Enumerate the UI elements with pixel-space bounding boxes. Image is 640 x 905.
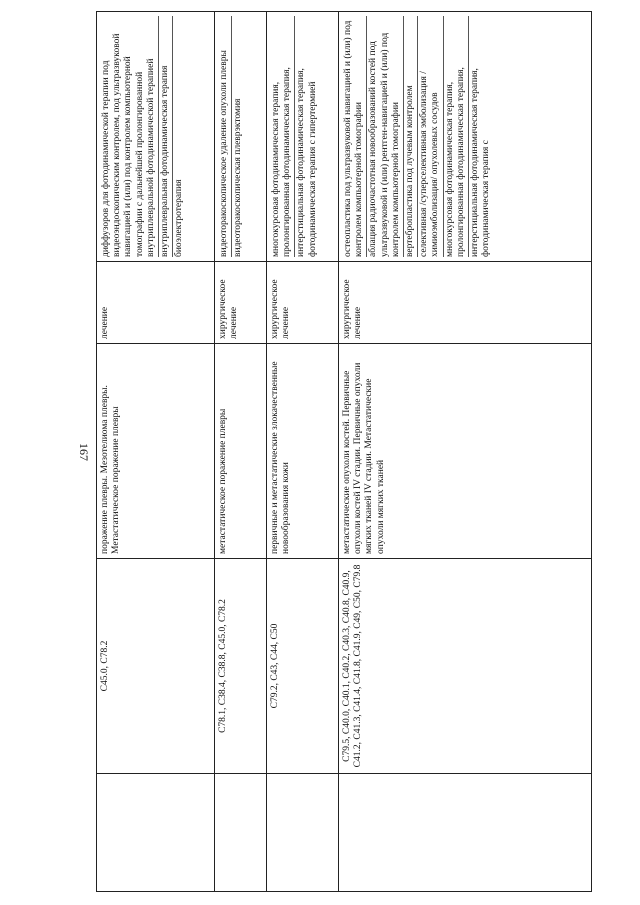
methods-cell xyxy=(97,12,215,262)
icd-code-cell: C79.2, C43, C44, C50 xyxy=(267,559,339,774)
treatment-type-cell: хирургическое лечение xyxy=(215,262,267,344)
method-item: остеопластика под ультразвуковой навигацией и (или) под контролем компьютерной томографии xyxy=(342,16,367,257)
diagnosis-cell: метастатическое поражение плевры xyxy=(215,344,267,559)
method-item: интерстициальная фотодинамическая терапия, фотодинамическая терапия с гипертермией xyxy=(296,68,318,257)
diagnosis-cell: метастатические опухоли костей. Первичные опухоли костей IV стадии. Первичные опухоли мягких тканей IV стадии. Метастатические опухоли мягких тканей xyxy=(339,344,592,559)
row-number-cell xyxy=(97,774,215,892)
row-number-cell xyxy=(339,774,592,892)
row-number-cell xyxy=(267,774,339,892)
method-item: селективная /суперселективная эмболизация /химиоэмболизация/ опухолевых сосудов xyxy=(418,16,443,257)
icd-code-cell: C79.5, C40.0, C40.1, C40.2, C40.3, C40.8, C40.9, C41.2, C41.3, C41.4, C41.8, C41.9, C49, C50, C79.8 xyxy=(339,559,592,774)
treatment-type-cell: лечение xyxy=(97,262,215,344)
method-item: биоэлектротерапия xyxy=(174,179,185,257)
treatment-type-cell: хирургическое лечение xyxy=(339,262,592,344)
method-item: вертебропластика под лучевым контролем xyxy=(404,16,418,257)
method-item: аблация радиочастотная новообразований костей под ультразвуковой и (или) рентген-навигацией и (или) под контролем компьютерной томографии xyxy=(367,16,404,257)
row-number-cell xyxy=(215,774,267,892)
treatment-type-cell: хирургическое лечение xyxy=(267,262,339,344)
treatment-table xyxy=(96,11,592,892)
diagnosis-cell: первичные и метастатические злокачественные новообразования кожи xyxy=(267,344,339,559)
methods-cell xyxy=(267,12,339,262)
page-number: 167 xyxy=(77,443,91,461)
diagnosis-cell: поражение плевры. Мезотелиома плевры. Метастатическое поражение плевры xyxy=(97,344,215,559)
methods-cell xyxy=(215,12,267,262)
icd-code-cell: C78.1, C38.4, C38.8, C45.0, C78.2 xyxy=(215,559,267,774)
method-item: диффузоров для фотодинамической терапии под видеоэндоскопическим контролем, под ультразвуковой навигацией и (или) под контролем компьютерной томографии с дальнейшей пролонгированной внутриплевральной фотодинамической терапией xyxy=(100,16,159,257)
rotated-table-wrapper xyxy=(96,12,591,892)
method-item: видеоторакоскопическое удаление опухоли плевры xyxy=(218,16,232,257)
table-row xyxy=(97,12,215,892)
method-item: многокурсовая фотодинамическая терапия, пролонгированная фотодинамическая терапия, xyxy=(270,16,295,257)
icd-code-cell: C45.0, C78.2 xyxy=(97,559,215,774)
method-item: внутриплевральная фотодинамическая терапия xyxy=(159,16,173,257)
table-row xyxy=(339,12,592,892)
method-item: многокурсовая фотодинамическая терапия, пролонгированная фотодинамическая терапия, xyxy=(444,16,469,257)
table-row xyxy=(215,12,267,892)
method-item: интерстициальная фотодинамическая терапия, фотодинамическая терапия с xyxy=(470,68,492,257)
table-row xyxy=(267,12,339,892)
methods-cell xyxy=(339,12,592,262)
method-item: видеоторакоскопическая плеврэктомия xyxy=(233,98,244,257)
